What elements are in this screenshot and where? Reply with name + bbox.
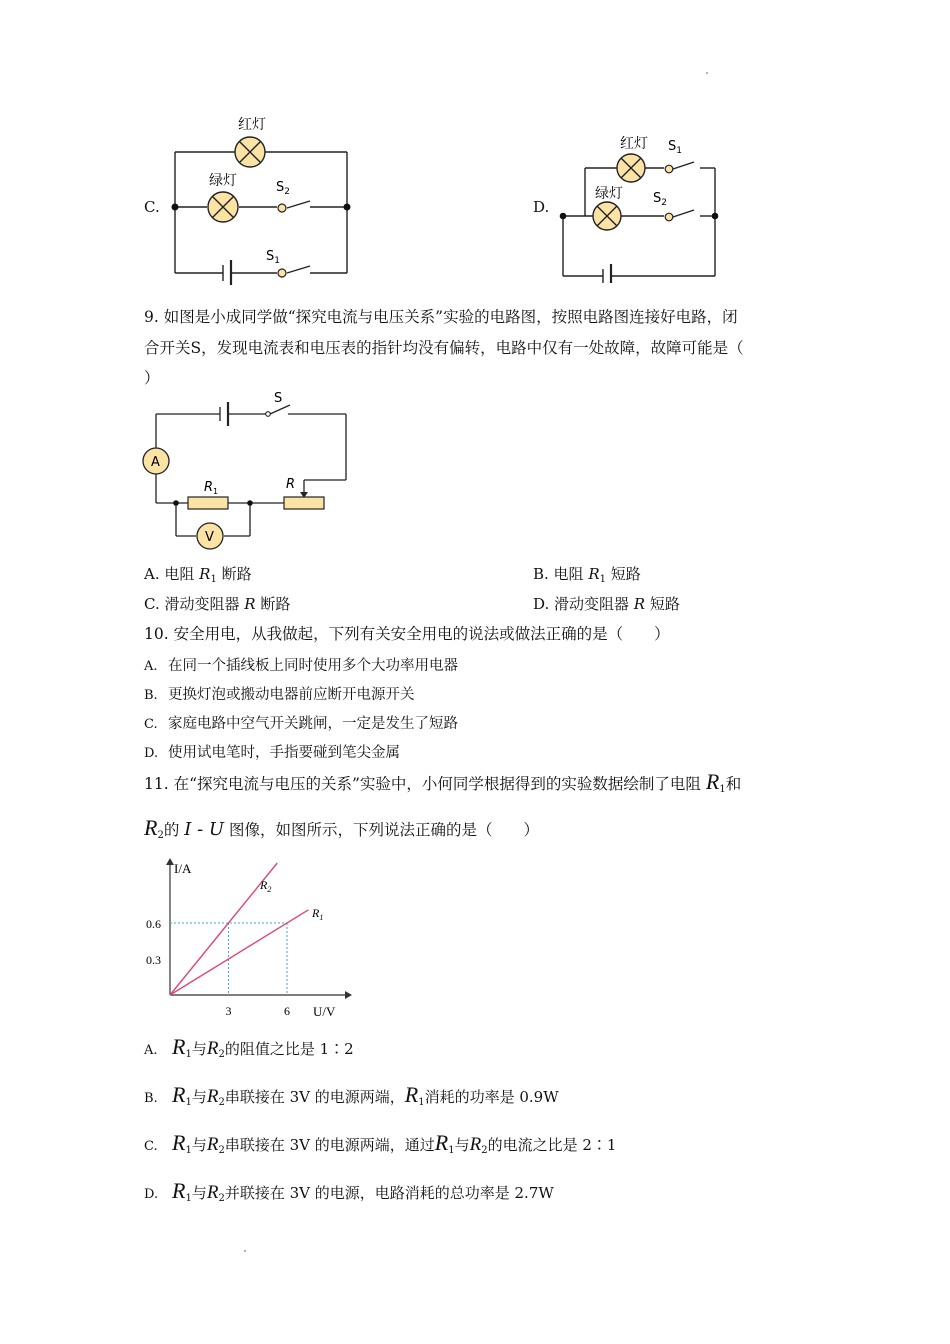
voltmeter-icon <box>197 523 223 549</box>
switch-pivot <box>278 204 286 212</box>
junction-dot <box>712 213 719 220</box>
q10-option-c[interactable]: C. 家庭电路中空气开关跳闸，一定是发生了短路 <box>144 716 458 732</box>
page-speck <box>706 72 708 74</box>
lamp-icon <box>208 192 238 222</box>
resistor-r1 <box>188 497 228 509</box>
lamp-icon <box>235 137 265 167</box>
q9-circuit <box>138 388 358 553</box>
q8-option-c-label: C. <box>144 198 160 216</box>
red-lamp-label: 红灯 <box>620 136 648 152</box>
q9-stem-line2: 合开关S，发现电流表和电压表的指针均没有偏转，电路中仅有一处故障，故障可能是（ <box>144 339 744 357</box>
y-tick-label: 0.6 <box>146 917 161 931</box>
switch-label: S <box>274 391 283 406</box>
q9-option-c[interactable]: C. 滑动变阻器 R 断路 <box>144 595 291 613</box>
x-tick-label: 6 <box>284 1004 290 1018</box>
y-axis-label: I/A <box>174 861 192 876</box>
r-label: R <box>286 477 296 492</box>
red-lamp-label: 红灯 <box>238 117 266 133</box>
q11-option-d[interactable]: D. $R_1$与$R_2$并联接在 3V 的电源，电路消耗的总功率是 2.7W <box>144 1178 554 1204</box>
q9-stem-line1: 9. 如图是小成同学做“探究电流与电压关系”实验的电路图，按照电路图连接好电路，闭 <box>144 308 738 326</box>
page-speck <box>244 1250 246 1252</box>
q8-circuit-d <box>555 128 730 283</box>
junction-dot <box>173 500 179 506</box>
y-axis-arrow-icon <box>166 858 174 865</box>
q9-stem-line3: ） <box>144 369 160 387</box>
ammeter-icon <box>143 448 169 474</box>
series-label-r2: $R_2$ <box>260 878 272 894</box>
q11-option-a[interactable]: A. $R_1$与$R_2$的阻值之比是 1∶2 <box>144 1034 354 1060</box>
green-lamp-label: 绿灯 <box>595 186 623 202</box>
q8-option-d-label: D. <box>533 198 550 216</box>
iu-chart <box>140 855 360 1025</box>
r1-label: $R_1$ <box>204 480 219 496</box>
svg-text:A: A <box>151 455 160 470</box>
switch-pivot <box>665 213 673 221</box>
junction-dot <box>247 500 253 506</box>
junction-dot <box>172 204 179 211</box>
junction-dot <box>344 204 351 211</box>
s2-label: $S_2$ <box>276 180 290 197</box>
switch-pivot <box>665 165 673 173</box>
s1-label: $S_1$ <box>266 249 280 266</box>
lamp-icon <box>593 202 621 230</box>
switch-pivot <box>266 412 271 417</box>
series-label-r1: $R_1$ <box>312 906 324 922</box>
s2-label: $S_2$ <box>653 191 667 208</box>
x-tick-label: 3 <box>225 1004 232 1018</box>
q9-option-a[interactable]: A. 电阻 $R_1$ 断路 <box>144 565 252 585</box>
q10-stem: 10. 安全用电，从我做起，下列有关安全用电的说法或做法正确的是（ ） <box>144 625 670 643</box>
q9-option-b[interactable]: B. 电阻 $R_1$ 短路 <box>533 565 641 585</box>
lamp-icon <box>617 154 645 182</box>
s1-label: $S_1$ <box>668 139 682 156</box>
q10-option-b[interactable]: B. 更换灯泡或搬动电器前应断开电源开关 <box>144 687 415 703</box>
q10-option-a[interactable]: A. 在同一个插线板上同时使用多个大功率用电器 <box>144 658 458 674</box>
q11-option-c[interactable]: C. $R_1$与$R_2$串联接在 3V 的电源两端，通过$R_1$与$R_2$的电流之比是 2∶1 <box>144 1130 617 1156</box>
rheostat-r <box>284 497 324 509</box>
green-lamp-label: 绿灯 <box>209 173 237 189</box>
x-axis-arrow-icon <box>345 991 352 999</box>
q8-circuit-c <box>165 115 365 285</box>
junction-dot <box>560 213 567 220</box>
q11-stem-line1: 11. 在“探究电流与电压的关系”实验中，小何同学根据得到的实验数据绘制了电阻 $R_1$和 <box>144 769 742 795</box>
q10-option-d[interactable]: D. 使用试电笔时，手指要碰到笔尖金属 <box>144 745 400 761</box>
svg-text:V: V <box>205 530 214 545</box>
q11-stem-line2: $R_2$的 I - U 图像，如图所示，下列说法正确的是（ ） <box>144 815 540 841</box>
y-tick-label: 0.3 <box>146 953 161 967</box>
x-axis-label: U/V <box>313 1004 336 1019</box>
q11-option-b[interactable]: B. $R_1$与$R_2$串联接在 3V 的电源两端，$R_1$消耗的功率是 0.9W <box>144 1082 559 1108</box>
switch-pivot <box>278 269 286 277</box>
q9-option-d[interactable]: D. 滑动变阻器 R 短路 <box>533 595 680 613</box>
